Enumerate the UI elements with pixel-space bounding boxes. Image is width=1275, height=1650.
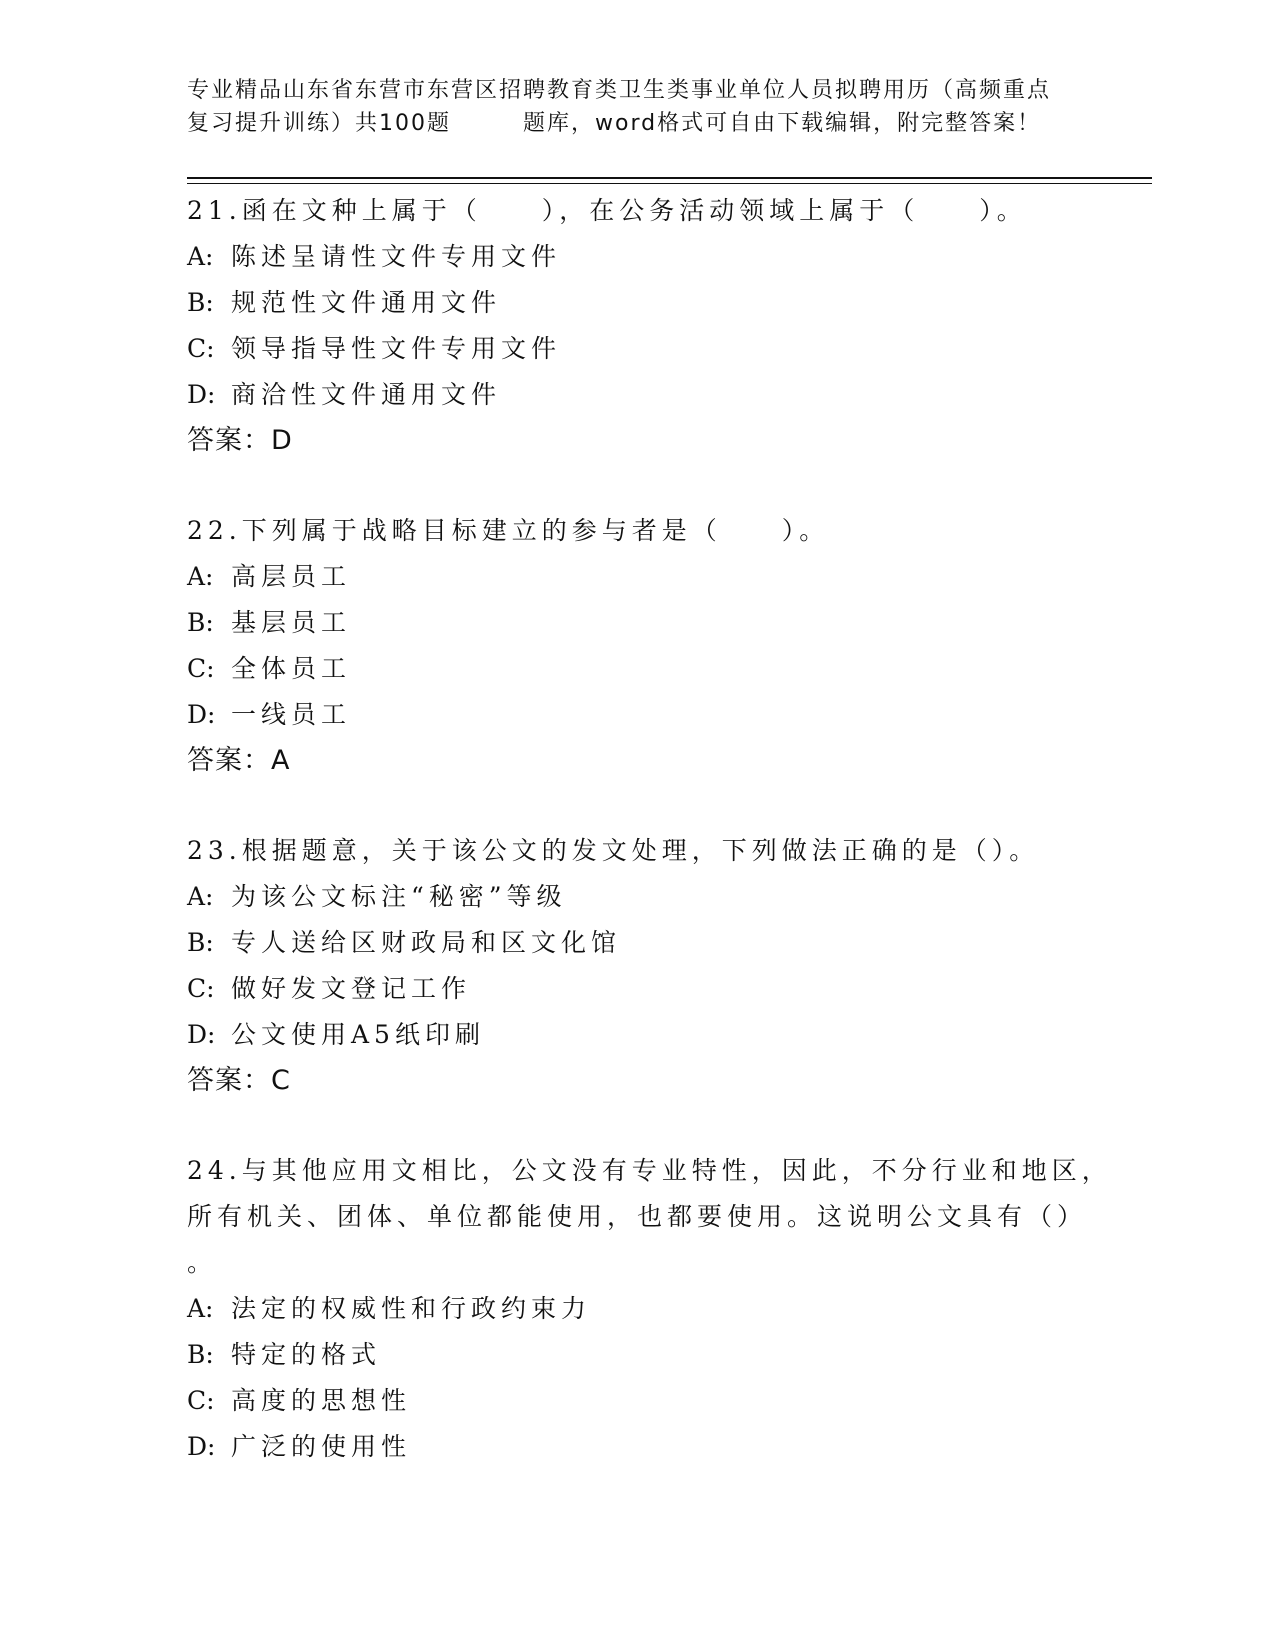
option-text: 规范性文件通用文件: [231, 288, 502, 317]
option-key: D:: [187, 1432, 216, 1461]
option-text: 商洽性文件通用文件: [231, 380, 502, 409]
option-key: C:: [187, 334, 215, 363]
header-title-line-2: [187, 107, 1087, 140]
question-24: [187, 1148, 1152, 1470]
question-stem: 23.根据题意，关于该公文的发文处理，下列做法正确的是（）。: [187, 836, 1040, 865]
option-d: [187, 372, 1152, 418]
question-stem-line-3: 。: [187, 1248, 218, 1277]
option-text: 一线员工: [231, 700, 352, 729]
option-key: B:: [187, 608, 214, 637]
option-text: 高度的思想性: [231, 1386, 412, 1415]
question-stem-line-1: 24.与其他应用文相比，公文没有专业特性，因此，不分行业和地区，: [187, 1156, 1112, 1185]
option-c: [187, 326, 1152, 372]
answer-line: 答案：C: [187, 1065, 291, 1096]
option-key: B:: [187, 928, 214, 957]
option-key: B:: [187, 288, 214, 317]
question-stem-line-2: 所有机关、团体、单位都能使用，也都要使用。这说明公文具有（）: [187, 1202, 1088, 1231]
question-list: [187, 188, 1152, 1470]
option-text: 陈述呈请性文件专用文件: [231, 242, 562, 271]
header-divider-thick: [187, 177, 1152, 179]
option-key: A:: [187, 562, 214, 591]
option-key: D:: [187, 700, 216, 729]
option-key: B:: [187, 1340, 214, 1369]
answer-line: 答案：D: [187, 425, 293, 456]
option-text: 领导指导性文件专用文件: [231, 334, 562, 363]
option-key: C:: [187, 654, 215, 683]
option-a: [187, 1286, 1152, 1332]
option-text: 为该公文标注“秘密”等级: [231, 882, 567, 911]
option-text: 广泛的使用性: [231, 1432, 412, 1461]
document-header: [187, 74, 1087, 140]
header-title-part-b: 题库，word格式可自由下载编辑，附完整答案！: [523, 111, 1042, 136]
option-text: 专人送给区财政局和区文化馆: [231, 928, 622, 957]
option-a: [187, 874, 1152, 920]
option-d: [187, 1424, 1152, 1470]
option-key: A:: [187, 242, 214, 271]
option-b: [187, 920, 1152, 966]
option-d: [187, 692, 1152, 738]
option-key: D:: [187, 1020, 216, 1049]
option-text: 基层员工: [231, 608, 352, 637]
question-stem: 22.下列属于战略目标建立的参与者是（ ）。: [187, 516, 830, 545]
option-text: 公文使用A5纸印刷: [231, 1020, 485, 1049]
option-key: A:: [187, 1294, 214, 1323]
option-b: [187, 280, 1152, 326]
option-text: 特定的格式: [231, 1340, 382, 1369]
question-stem: 21.函在文种上属于（ ），在公务活动领域上属于（ ）。: [187, 196, 1027, 225]
option-c: [187, 646, 1152, 692]
header-title-line-1: 专业精品山东省东营市东营区招聘教育类卫生类事业单位人员拟聘用历（高频重点: [187, 78, 1052, 103]
option-text: 法定的权威性和行政约束力: [231, 1294, 592, 1323]
option-a: [187, 234, 1152, 280]
option-b: [187, 1332, 1152, 1378]
question-22: [187, 508, 1152, 784]
option-d: [187, 1012, 1152, 1058]
answer-line: 答案：A: [187, 745, 291, 776]
question-21: [187, 188, 1152, 464]
option-key: C:: [187, 1386, 215, 1415]
option-c: [187, 966, 1152, 1012]
question-23: [187, 828, 1152, 1104]
option-key: A:: [187, 882, 214, 911]
option-text: 全体员工: [231, 654, 352, 683]
option-text: 做好发文登记工作: [231, 974, 472, 1003]
option-c: [187, 1378, 1152, 1424]
option-text: 高层员工: [231, 562, 352, 591]
option-a: [187, 554, 1152, 600]
option-key: C:: [187, 974, 215, 1003]
header-divider-thin: [187, 183, 1152, 184]
option-b: [187, 600, 1152, 646]
header-title-part-a: 复习提升训练）共100题: [187, 111, 451, 136]
option-key: D:: [187, 380, 216, 409]
